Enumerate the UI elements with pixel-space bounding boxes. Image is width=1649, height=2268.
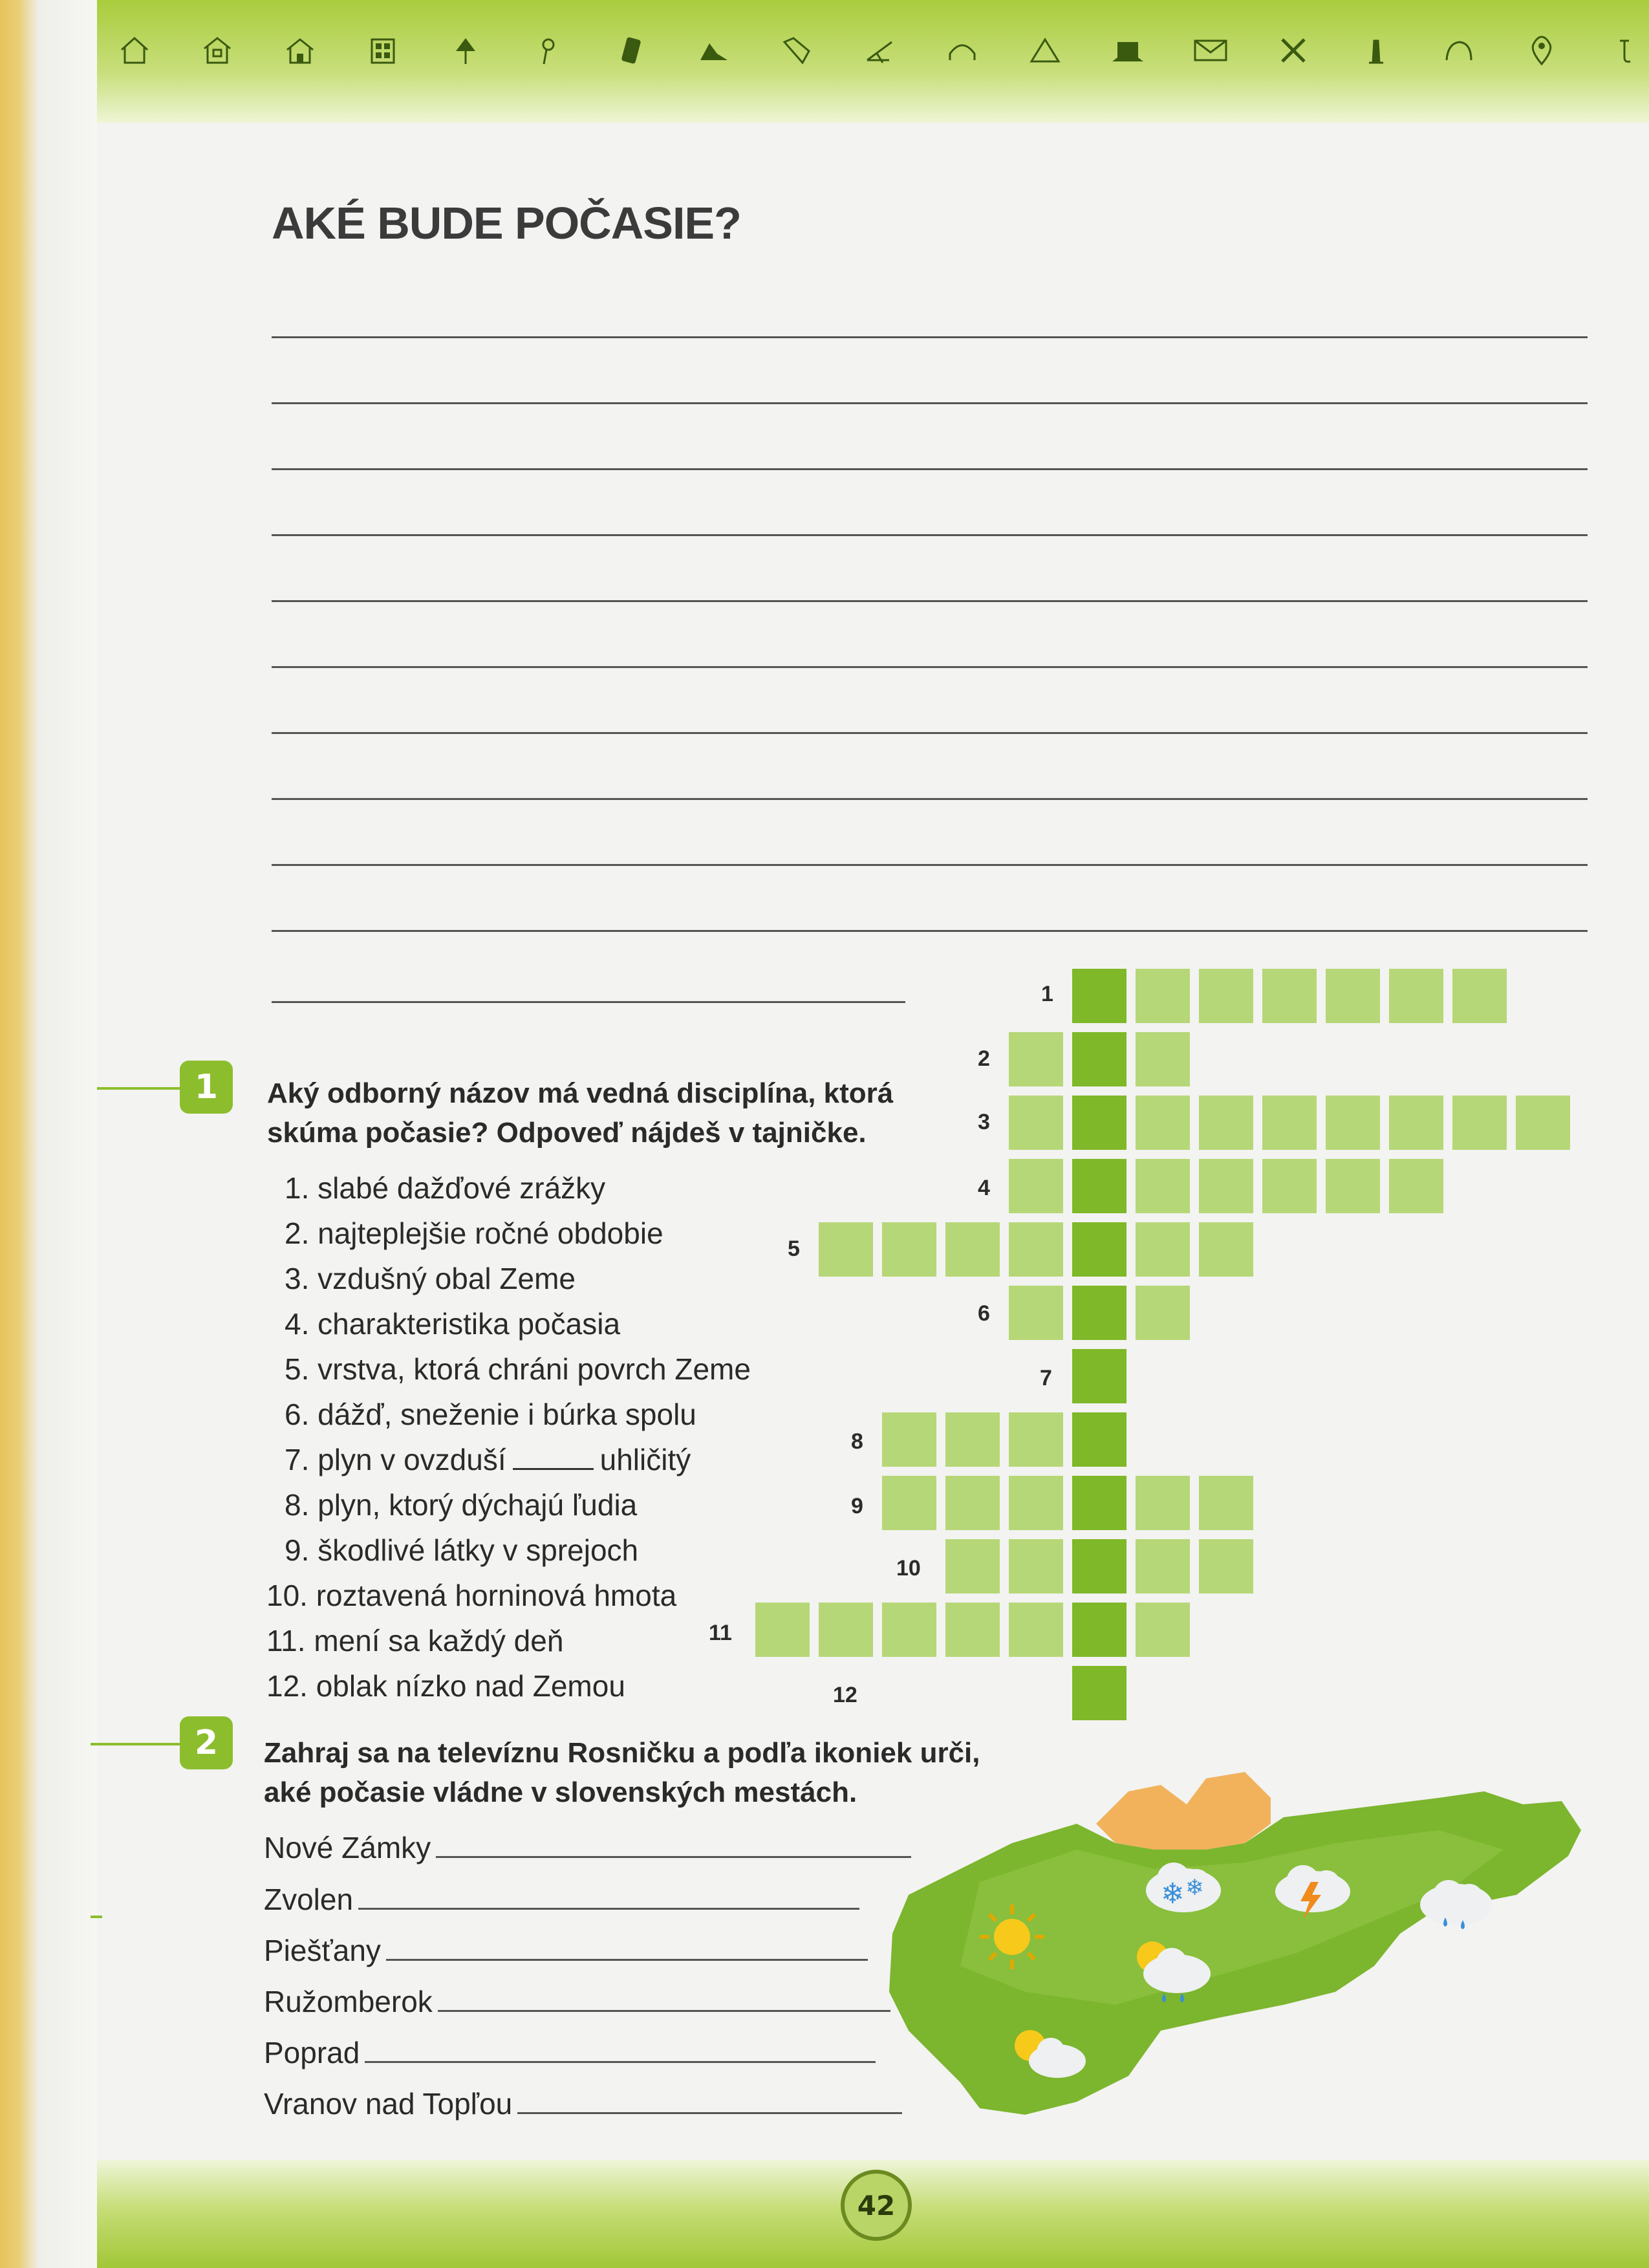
tower-icon (1358, 32, 1394, 69)
crossword-cell[interactable] (1007, 1030, 1065, 1088)
tent-icon (1027, 32, 1063, 69)
crossword-cell[interactable] (1260, 967, 1319, 1025)
house-icon (282, 32, 318, 69)
crossword-secret-cell[interactable] (1070, 1157, 1128, 1215)
crossword-secret-cell[interactable] (1070, 1537, 1128, 1595)
hill-icon (696, 32, 732, 69)
clue-2: 2. najteplejšie ročné obdobie (285, 1216, 663, 1250)
note-line (272, 930, 1588, 932)
clue-9: 9. škodlivé látky v sprejoch (285, 1533, 639, 1567)
crossword-cell[interactable] (1387, 967, 1445, 1025)
task-1-badge: 1 (180, 1061, 233, 1114)
crossword-cell[interactable] (1134, 1474, 1192, 1532)
crossword-secret-cell[interactable] (1070, 1410, 1128, 1469)
answer-line[interactable] (438, 2009, 890, 2012)
city-row-vranov (264, 2086, 902, 2121)
city-name: Poprad (264, 2036, 360, 2069)
note-line (272, 600, 1588, 602)
building-icon (365, 32, 401, 69)
clue-11: 11. mení sa každý deň (266, 1624, 564, 1658)
svg-text:❄: ❄ (1185, 1875, 1204, 1901)
crossword-cell[interactable] (1007, 1601, 1065, 1659)
crossword-cell[interactable] (817, 1220, 875, 1279)
crossword-secret-cell[interactable] (1070, 1347, 1128, 1405)
answer-line[interactable] (365, 2060, 876, 2063)
crossword-number-12: 12 (833, 1683, 857, 1707)
sun-rain-cloud-icon (1125, 1934, 1216, 2011)
crossword-cell[interactable] (943, 1474, 1002, 1532)
hook-icon (1606, 32, 1643, 69)
page-number: 42 (841, 2170, 912, 2241)
city-name: Piešťany (264, 1934, 381, 1967)
crossword-secret-cell[interactable] (1070, 1601, 1128, 1659)
page-title: AKÉ BUDE POČASIE? (272, 198, 741, 248)
task-1-marker-line (97, 1087, 181, 1090)
task-2-question (264, 1733, 980, 1812)
crossword-cell[interactable] (1387, 1094, 1445, 1152)
crossword-cell[interactable] (880, 1474, 938, 1532)
compass-angle-icon (861, 32, 898, 69)
clue-7-start: 7. plyn v ovzduší (285, 1443, 506, 1476)
crossword-secret-cell[interactable] (1070, 1030, 1128, 1088)
note-line (272, 666, 1588, 668)
crossword-secret-cell[interactable] (1070, 967, 1128, 1025)
page-spine (0, 0, 97, 2268)
header-icons (116, 25, 1643, 76)
arch-icon (944, 32, 980, 69)
crossword-cell[interactable] (943, 1410, 1002, 1469)
crossword-cell[interactable] (1197, 1474, 1255, 1532)
crossword-cell[interactable] (1260, 1094, 1319, 1152)
phone-icon (613, 32, 649, 69)
crossword-secret-cell[interactable] (1070, 1474, 1128, 1532)
mountain-icon (1441, 32, 1477, 69)
crossword-cell[interactable] (880, 1220, 938, 1279)
answer-line[interactable] (358, 1907, 859, 1910)
task-2-badge: 2 (180, 1716, 233, 1769)
task-2-side-line (91, 1916, 102, 1918)
crossword-cell[interactable] (943, 1537, 1002, 1595)
crossword-cell[interactable] (880, 1410, 938, 1469)
crossword-secret-cell[interactable] (1070, 1220, 1128, 1279)
crossword-number-6: 6 (978, 1301, 990, 1326)
tree-icon (447, 32, 484, 69)
answer-line[interactable] (386, 1958, 868, 1961)
rain-cloud-icon (1410, 1872, 1500, 1943)
crossword-cell[interactable] (1197, 1094, 1255, 1152)
hat-icon (1110, 32, 1146, 69)
crossword-cell[interactable] (1324, 1157, 1382, 1215)
clue-7 (285, 1437, 751, 1482)
crossword-cell[interactable] (1387, 1157, 1445, 1215)
note-line (272, 732, 1588, 734)
clue-7-end: uhličitý (599, 1443, 691, 1476)
crossword-cell[interactable] (1134, 1030, 1192, 1088)
note-line (272, 534, 1588, 536)
city-row-piestany (264, 1933, 868, 1968)
note-line (272, 402, 1588, 404)
crossword-cell[interactable] (1134, 1157, 1192, 1215)
crossword-number-11: 11 (709, 1621, 732, 1645)
crossword-cell[interactable] (1134, 1601, 1192, 1659)
note-line (272, 864, 1588, 866)
city-row-poprad (264, 2035, 876, 2070)
sun-cloud-icon (1006, 2021, 1090, 2086)
sun-icon (976, 1901, 1048, 1972)
clue-12: 12. oblak nízko nad Zemou (266, 1669, 625, 1703)
crossword-cell[interactable] (1134, 1094, 1192, 1152)
crossword-secret-cell[interactable] (1070, 1284, 1128, 1342)
crossword-cell[interactable] (817, 1601, 875, 1659)
clue-10: 10. roztavená horninová hmota (266, 1579, 677, 1612)
crossword-cell[interactable] (1197, 1157, 1255, 1215)
map-region-orange (1096, 1772, 1271, 1850)
crossword-number-9: 9 (851, 1494, 863, 1518)
tools-icon (1275, 32, 1311, 69)
crossword-cell[interactable] (1134, 1537, 1192, 1595)
crossword-cell[interactable] (943, 1220, 1002, 1279)
crossword-cell[interactable] (943, 1601, 1002, 1659)
note-line (272, 1001, 905, 1003)
crossword-number-1: 1 (1041, 982, 1053, 1006)
note-line (272, 468, 1588, 470)
answer-line[interactable] (436, 1855, 911, 1858)
task-2-marker-line (91, 1743, 181, 1745)
clue-7-blank[interactable] (513, 1468, 594, 1470)
map-pin-icon (1524, 32, 1560, 69)
svg-text:❄: ❄ (1161, 1877, 1185, 1910)
crossword-cell[interactable] (1134, 967, 1192, 1025)
crossword-cell[interactable] (1134, 1284, 1192, 1342)
note-line (272, 336, 1588, 338)
note-line (272, 798, 1588, 800)
task-1-question-line-1: Aký odborný názov má vedná disciplína, ktorá (267, 1077, 894, 1109)
crossword-cell[interactable] (1197, 1220, 1255, 1279)
task-2-question-line-2: aké počasie vládne v slovenských mestách. (264, 1777, 857, 1808)
crossword-number-2: 2 (978, 1046, 990, 1071)
crossword-number-10: 10 (896, 1556, 921, 1581)
crossword-cell[interactable] (1007, 1537, 1065, 1595)
answer-line[interactable] (517, 2111, 902, 2114)
house-icon (116, 32, 153, 69)
snow-cloud-icon (1135, 1855, 1225, 1926)
house-window-icon (199, 32, 235, 69)
crossword-cell[interactable] (1007, 1157, 1065, 1215)
crossword-cell[interactable] (880, 1601, 938, 1659)
crossword-cell[interactable] (1134, 1220, 1192, 1279)
city-row-nove-zamky (264, 1830, 911, 1865)
city-name: Ružomberok (264, 1985, 433, 2018)
crossword-number-5: 5 (788, 1237, 800, 1261)
clue-8: 8. plyn, ktorý dýchajú ľudia (285, 1488, 638, 1522)
crossword-cell[interactable] (1007, 1410, 1065, 1469)
crossword-number-3: 3 (978, 1110, 990, 1134)
crossword-secret-cell[interactable] (1070, 1664, 1128, 1722)
city-name: Nové Zámky (264, 1831, 431, 1864)
clue-5: 5. vrstva, ktorá chráni povrch Zeme (285, 1352, 751, 1386)
task-1-question (267, 1074, 893, 1152)
crossword-cell[interactable] (1324, 1094, 1382, 1152)
crossword-number-8: 8 (851, 1429, 863, 1454)
crossword-cell[interactable] (1514, 1094, 1572, 1152)
pin-flag-icon (530, 32, 566, 69)
city-name: Zvolen (264, 1883, 354, 1916)
map-route-icon (779, 32, 815, 69)
crossword-cell[interactable] (1450, 967, 1509, 1025)
clue-list (266, 1165, 751, 1709)
crossword-secret-cell[interactable] (1070, 1094, 1128, 1152)
crossword-number-7: 7 (1040, 1366, 1052, 1390)
city-row-zvolen (264, 1882, 859, 1917)
clue-6: 6. dážď, sneženie i búrka spolu (285, 1398, 696, 1431)
storm-cloud-icon (1264, 1856, 1355, 1927)
crossword-cell[interactable] (1197, 1537, 1255, 1595)
crossword-cell[interactable] (1007, 1474, 1065, 1532)
clue-4: 4. charakteristika počasia (285, 1307, 621, 1341)
task-2-question-line-1: Zahraj sa na televíznu Rosničku a podľa ikoniek urči, (264, 1737, 980, 1769)
envelope-icon (1192, 32, 1229, 69)
crossword-cell[interactable] (1260, 1157, 1319, 1215)
crossword-cell[interactable] (1007, 1284, 1065, 1342)
city-name: Vranov nad Topľou (264, 2087, 513, 2121)
crossword-cell[interactable] (1450, 1094, 1509, 1152)
crossword-cell[interactable] (1324, 967, 1382, 1025)
crossword-number-4: 4 (978, 1176, 990, 1200)
crossword-cell[interactable] (753, 1601, 812, 1659)
task-1-question-line-2: skúma počasie? Odpoveď nájdeš v tajničke. (267, 1117, 867, 1149)
clue-3: 3. vzdušný obal Zeme (285, 1262, 576, 1295)
clue-1: 1. slabé dažďové zrážky (285, 1171, 606, 1205)
crossword-cell[interactable] (1007, 1220, 1065, 1279)
city-row-ruzomberok (264, 1984, 890, 2019)
crossword-cell[interactable] (1197, 967, 1255, 1025)
crossword-cell[interactable] (1007, 1094, 1065, 1152)
